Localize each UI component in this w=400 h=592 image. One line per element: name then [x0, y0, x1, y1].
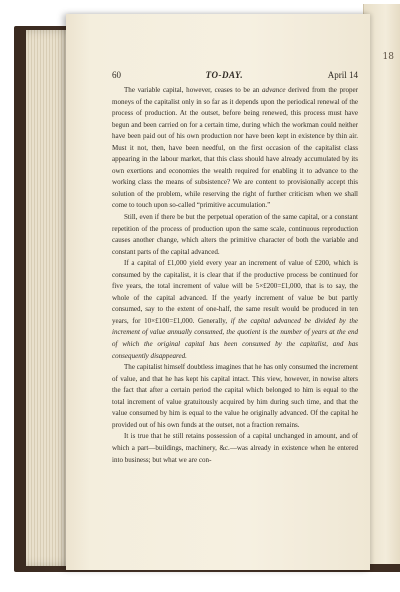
page-content: [112, 70, 358, 466]
text-segment: The variable capital, however, ceases to be an: [124, 86, 263, 94]
issue-date: April 14: [327, 70, 358, 80]
italic-text-segment: if the capital advanced be divided by the increment of value annually consumed, the quotient is the number of years at the end of which the original capital has been consumed by the capitalist, and has consequently disappeared.: [112, 316, 358, 360]
running-title: TO-DAY.: [205, 70, 244, 80]
book-page: [66, 14, 370, 570]
paragraph: [112, 212, 358, 258]
page-body: [112, 85, 358, 466]
paragraph: [112, 85, 358, 212]
facing-page-number: 18: [382, 52, 394, 62]
text-segment: If a capital of £1,000 yield every year an increment of value of £200, which is consumed by the capitalist, it is clear that if the productive process be continued for five years, the total increment of value will be 5×£200=£1,000, that is to say, the whole of the capital advanced. If the yearly increment of value be but partly consumed, say to the extent of one-half, the same result would be produced in ten years, for 10×£100=£1,000. Generally,: [112, 259, 358, 325]
text-segment: It is true that he still retains possession of a capital unchanged in amount, and of which a part—buildings, machinery, &c.—was already in existence when he entered into business; but what we are con-: [112, 432, 358, 464]
text-segment: derived from the proper moneys of the capitalist only in so far as it depends upon the periodical renewal of the process of production. At the outset, before being renewed, this process must have begun and been carried on for a certain time, during which the workman could neither have been paid out of his own production nor have been kept in existence by thin air. Must it not, then, have been needful, on the first occasion of the capitalist class appearing in the labour market, that this class should have already accumulated by its own exertions and economies the wealth required for enabling it to advance to the working class the means of subsistence? We are content to provisionally accept this solution of the problem, while reserving the right of further criticism when we shall come to touch upon so-called “primitive accumulation.”: [112, 86, 358, 210]
running-header: [112, 70, 358, 80]
paragraph: [112, 258, 358, 362]
text-segment: Still, even if there be but the perpetual operation of the same capital, or a constant repetition of the process of production upon the same scale, continuous reproduction causes another change, which alters the primitive character of both the variable and constant parts of the capital advanced.: [112, 213, 358, 256]
italic-text-segment: advance: [262, 86, 286, 94]
page-number: 60: [112, 70, 121, 80]
text-segment: The capitalist himself doubtless imagines that he has only consumed the increment of value, and that he has kept his capital intact. This view, however, in nowise alters the fact that after a certain period the capital which belonged to him is equal to the total increment of value gratuitously acquired by him during such time, and that the value consumed by him is equal to the value he originally advanced. Of the capital he provided out of his own funds at the outset, not a fraction remains.: [112, 363, 358, 429]
paragraph: [112, 362, 358, 431]
paragraph: [112, 431, 358, 466]
